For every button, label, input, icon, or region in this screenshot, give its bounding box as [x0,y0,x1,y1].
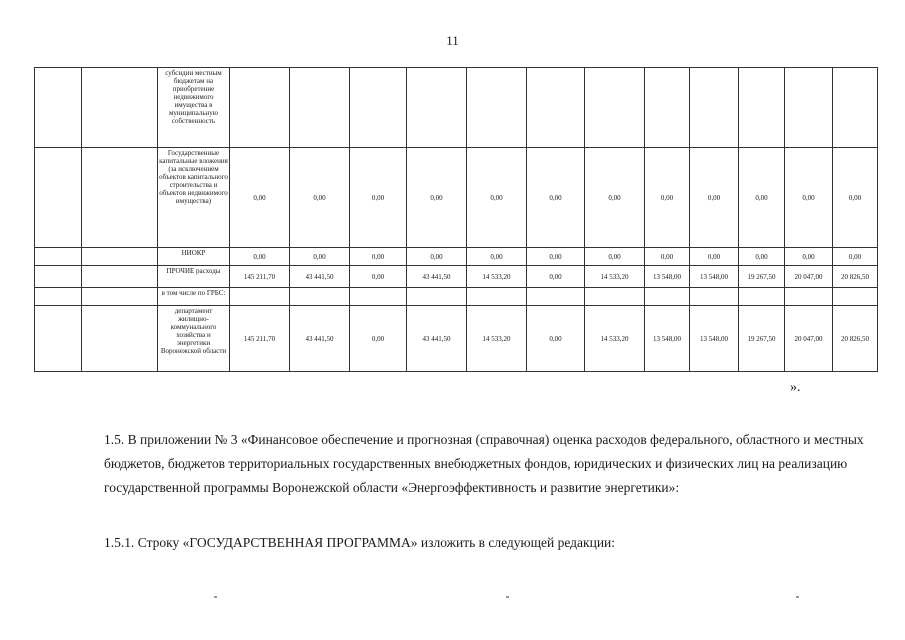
value-cell: 0,00 [690,148,739,248]
value-cell [467,288,527,306]
value-cell: 0,00 [350,248,407,266]
value-cell: 0,00 [739,148,785,248]
table-row [35,68,878,148]
value-cell [585,68,645,148]
paragraph-amendment-1-5-1 [104,531,864,555]
value-cell: 0,00 [230,148,290,248]
value-cell: 0,00 [833,148,878,248]
empty-cell [82,288,158,306]
empty-cell [35,148,82,248]
value-cell [645,288,690,306]
empty-cell [35,248,82,266]
value-cell [290,68,350,148]
value-cell [739,288,785,306]
value-cell [739,68,785,148]
paragraph-text: 1.5.1. Строку «ГОСУДАРСТВЕННАЯ ПРОГРАММА» изложить в следующей редакции: [104,535,616,550]
row-label-cell: в том числе по ГРБС: [158,288,230,306]
value-cell [527,288,585,306]
value-cell: 43 441,50 [407,306,467,372]
value-cell: 14 533,20 [585,306,645,372]
value-cell: 0,00 [290,248,350,266]
value-cell: 145 211,70 [230,306,290,372]
scan-speck [506,596,509,598]
paragraph-amendment-1-5 [104,428,864,500]
value-cell: 0,00 [467,248,527,266]
value-cell [785,288,833,306]
value-cell [407,288,467,306]
value-cell: 14 533,20 [585,266,645,288]
value-cell: 20 047,00 [785,266,833,288]
value-cell [833,68,878,148]
empty-cell [35,288,82,306]
value-cell: 0,00 [645,148,690,248]
table-row [35,248,878,266]
value-cell: 0,00 [407,148,467,248]
value-cell [230,68,290,148]
empty-cell [82,306,158,372]
value-cell: 13 548,00 [645,306,690,372]
value-cell: 0,00 [785,148,833,248]
value-cell: 0,00 [690,248,739,266]
value-cell: 0,00 [645,248,690,266]
value-cell: 0,00 [527,306,585,372]
table-row [35,148,878,248]
value-cell: 13 548,00 [690,266,739,288]
value-cell: 20 826,50 [833,306,878,372]
value-cell: 20 047,00 [785,306,833,372]
value-cell: 13 548,00 [645,266,690,288]
row-label-cell: департамент жилищно-коммунального хозяйства и энергетики Воронежской области [158,306,230,372]
value-cell: 0,00 [585,148,645,248]
row-label-cell: ПРОЧИЕ расходы [158,266,230,288]
value-cell: 20 826,50 [833,266,878,288]
empty-cell [82,248,158,266]
table-body [35,68,878,372]
value-cell [527,68,585,148]
value-cell: 14 533,20 [467,306,527,372]
row-label-cell: Государственные капитальные вложения (за исключением объектов капитального строительства и объектов недвижимого имущества) [158,148,230,248]
table-row [35,266,878,288]
value-cell: 0,00 [527,248,585,266]
row-label-cell: субсидии местным бюджетам на приобретение недвижимого имущества в муниципальную собственность [158,68,230,148]
value-cell: 19 267,50 [739,266,785,288]
table-row [35,306,878,372]
value-cell: 0,00 [290,148,350,248]
scan-speck [214,596,217,598]
value-cell: 0,00 [467,148,527,248]
value-cell: 43 441,50 [290,266,350,288]
value-cell: 0,00 [527,266,585,288]
value-cell: 13 548,00 [690,306,739,372]
value-cell [585,288,645,306]
value-cell: 0,00 [833,248,878,266]
value-cell: 0,00 [527,148,585,248]
value-cell [645,68,690,148]
value-cell [407,68,467,148]
value-cell: 43 441,50 [290,306,350,372]
value-cell: 14 533,20 [467,266,527,288]
closing-quote: ». [790,380,801,395]
empty-cell [35,266,82,288]
empty-cell [82,266,158,288]
value-cell [350,68,407,148]
value-cell [690,288,739,306]
value-cell: 145 211,70 [230,266,290,288]
empty-cell [82,68,158,148]
table-row [35,288,878,306]
value-cell: 43 441,50 [407,266,467,288]
value-cell [290,288,350,306]
value-cell: 0,00 [350,148,407,248]
paragraph-text: 1.5. В приложении № 3 «Финансовое обеспечение и прогнозная (справочная) оценка расходов федерального, областного и местных бюджетов, бюджетов территориальных государственных внебюджетных фондов, юридических и физических лиц на реализацию государственной программы Воронежской области «Энергоэффективность и развитие энергетики»: [104,432,864,495]
value-cell [833,288,878,306]
budget-table [34,67,878,372]
row-label-cell: НИОКР [158,248,230,266]
value-cell: 19 267,50 [739,306,785,372]
value-cell [467,68,527,148]
value-cell: 0,00 [350,266,407,288]
scan-speck [796,596,799,598]
value-cell [350,288,407,306]
page-number: 11 [446,33,459,48]
value-cell: 0,00 [407,248,467,266]
empty-cell [35,306,82,372]
value-cell: 0,00 [230,248,290,266]
value-cell: 0,00 [785,248,833,266]
value-cell: 0,00 [739,248,785,266]
value-cell [785,68,833,148]
value-cell [230,288,290,306]
value-cell: 0,00 [585,248,645,266]
value-cell: 0,00 [350,306,407,372]
value-cell [690,68,739,148]
empty-cell [35,68,82,148]
empty-cell [82,148,158,248]
